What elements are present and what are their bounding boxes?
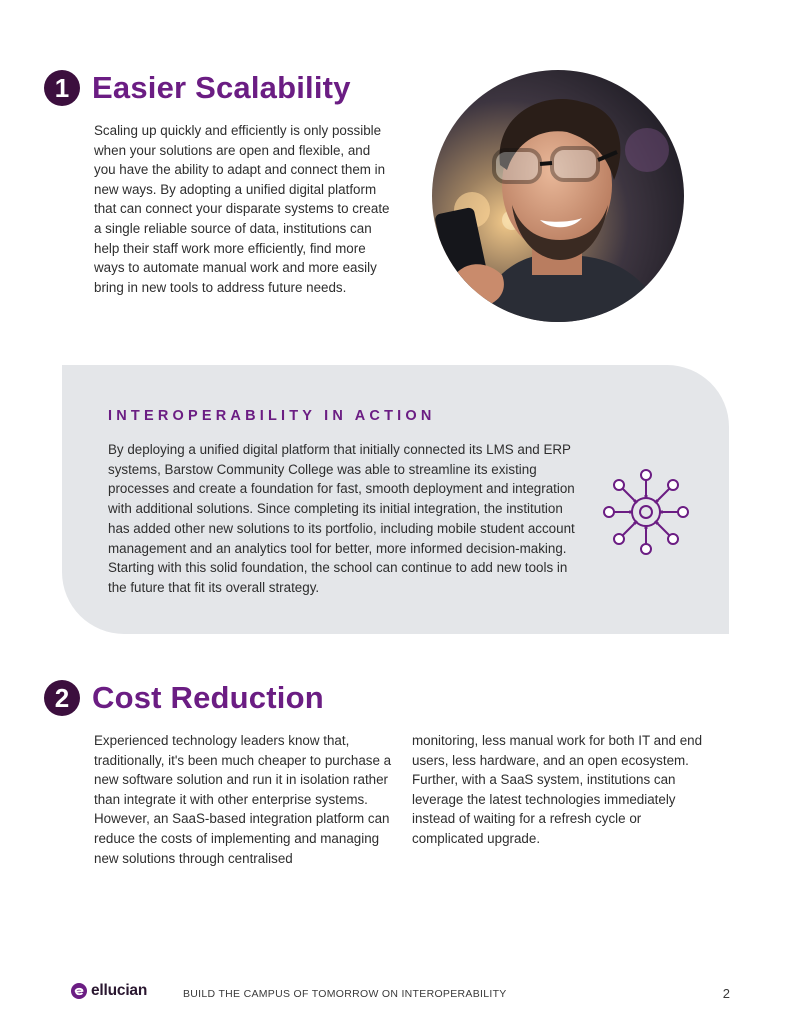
callout-text: By deploying a unified digital platform that initially connected its LMS and ERP systems, Barstow Community College was able to streamline its existing processes and create a foundation for fast, smooth deployment and integration with additional solutions. Since completing its initial integration, the institution has added other new solutions to its portfolio, including mobile student account management and an analytics tool for better, more informed decision-making. Starting with this solid foundation, the school can continue to add new tools in the future that fit its overall strategy. — [108, 442, 575, 595]
callout-heading: INTEROPERABILITY IN ACTION — [108, 408, 436, 424]
logo-wordmark: ellucian — [91, 982, 148, 999]
interoperability-callout — [62, 365, 729, 634]
paragraph: Scaling up quickly and efficiently is only possible when your solutions are open and flexible, and you have the ability to adapt and connect them in new ways. By adopting a unified digital platform that can connect your disparate systems to create a single reliable source of data, institutions can help their staff work more efficiently, find more ways to automate manual work and more easily bring in new tools to address future needs. — [94, 123, 390, 295]
paragraph: monitoring, less manual work for both IT and end users, less hardware, and an open ecosystem. Further, with a SaaS system, institutions can leverage the latest technologies immediately instead of waiting for a refresh cycle or complicated upgrade. — [412, 733, 703, 846]
page-footer — [0, 982, 800, 1006]
ellucian-logo-icon — [70, 982, 88, 1000]
section-2-column-1 — [94, 731, 392, 868]
section-1-heading — [44, 70, 351, 106]
paragraph: Experienced technology leaders know that, traditionally, it's been much cheaper to purchase a new software solution and run it in isolation rather than integrate it with other enterprise systems. However, an SaaS-based integration platform can reduce the costs of implementing and managing new solutions through centralised — [94, 733, 392, 866]
section-2-column-2 — [412, 731, 710, 849]
page-number: 2 — [722, 986, 730, 1001]
section-number-badge: 1 — [44, 70, 80, 106]
section-number-badge: 2 — [44, 680, 80, 716]
network-gear-icon — [603, 469, 689, 555]
portrait-photo — [432, 70, 684, 322]
footer-tagline: BUILD THE CAMPUS OF TOMORROW ON INTEROPERABILITY — [183, 988, 507, 1000]
section-1-body — [94, 121, 390, 297]
section-2-heading — [44, 680, 324, 716]
section-title: Cost Reduction — [92, 680, 324, 715]
section-title: Easier Scalability — [92, 70, 351, 105]
ellucian-logo[interactable] — [70, 982, 147, 1000]
